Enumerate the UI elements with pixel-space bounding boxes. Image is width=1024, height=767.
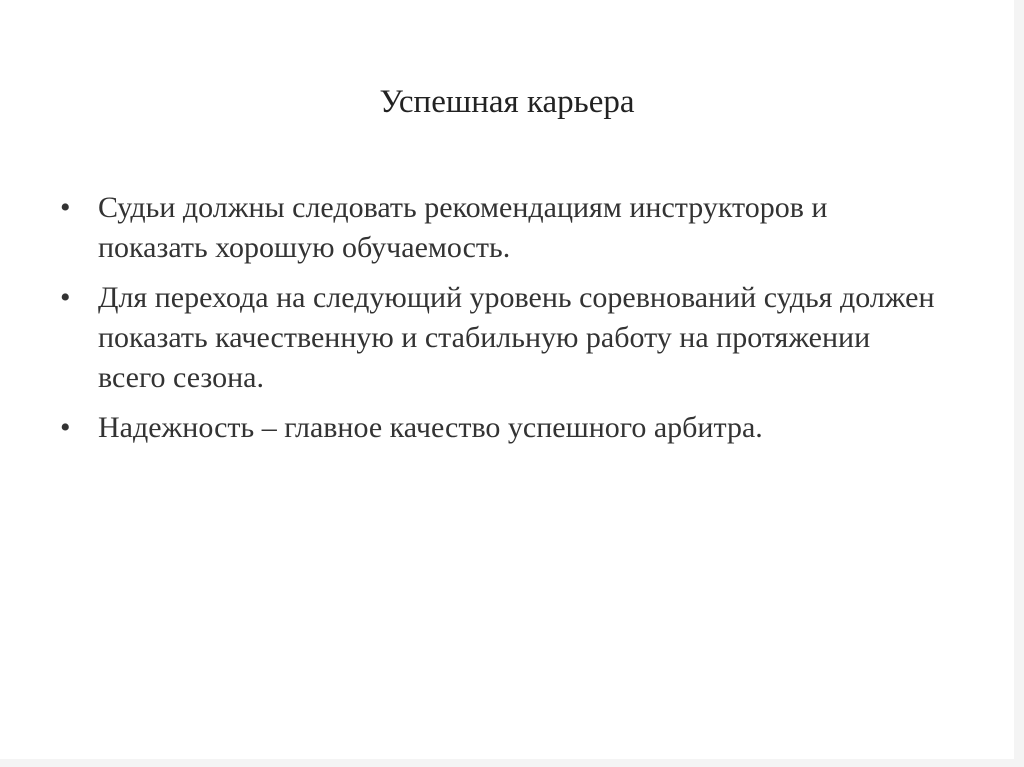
bullet-item: [58, 408, 938, 448]
bullet-text: Надежность – главное качество успешного арбитра.: [98, 411, 763, 444]
bullet-list: [58, 188, 938, 458]
bullet-text: Судьи должны следовать рекомендациям инструкторов и показать хорошую обучаемость.: [98, 191, 828, 264]
bullet-marker: •: [60, 411, 71, 444]
slide-title: Успешная карьера: [379, 84, 635, 120]
bullet-marker: •: [60, 281, 71, 314]
bullet-marker: •: [60, 191, 71, 224]
bullet-item: [58, 278, 938, 398]
bullet-item: [58, 188, 938, 268]
bullet-text: Для перехода на следующий уровень соревнований судья должен показать качественную и стабильную работу на протяжении всего сезона.: [98, 281, 935, 394]
